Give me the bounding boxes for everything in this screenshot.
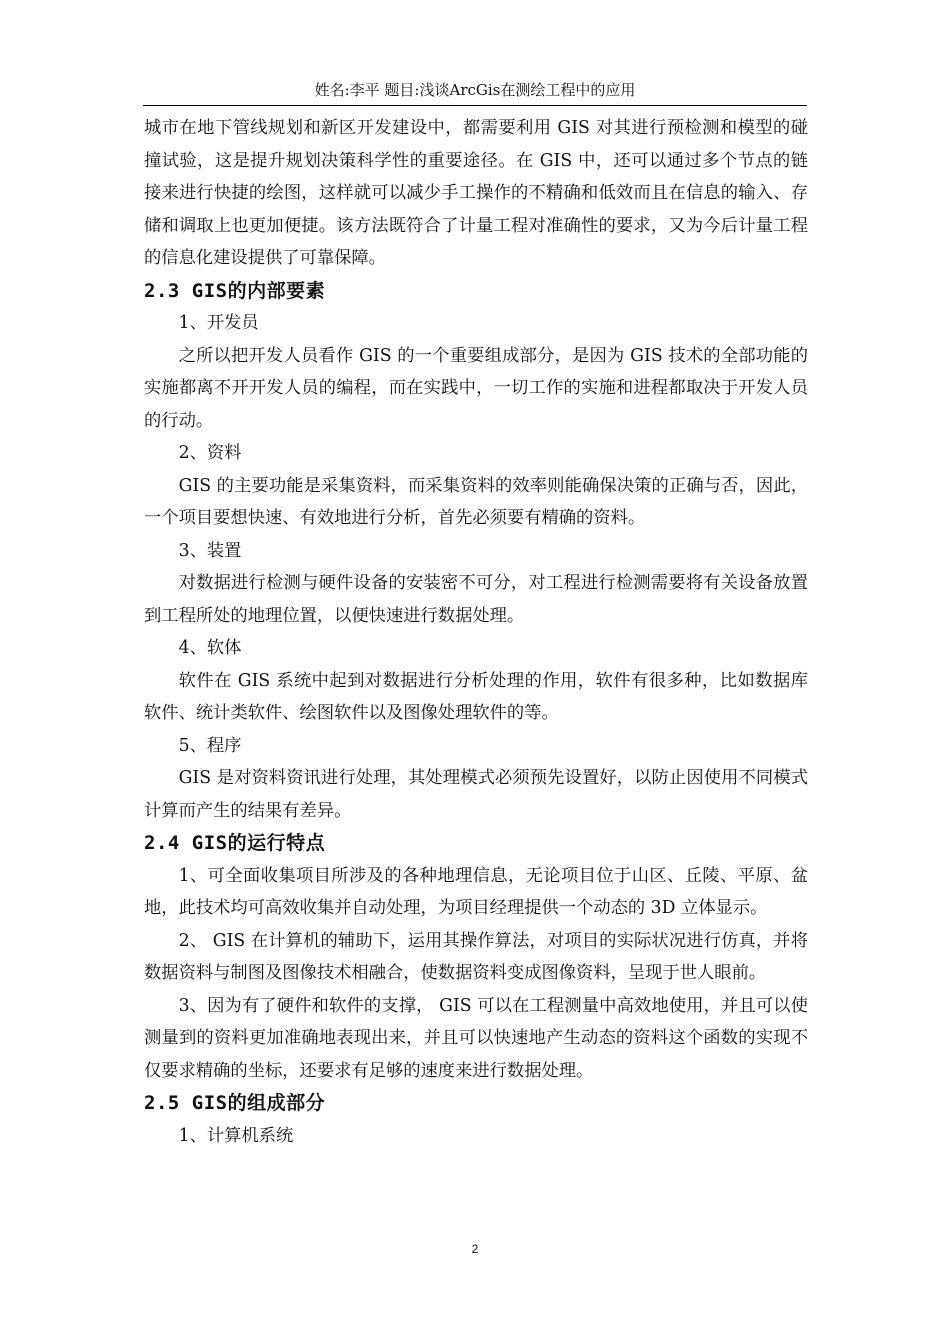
- item-label: 1、计算机系统: [178, 1125, 294, 1146]
- section-2-4-number: 2.4 GIS: [144, 832, 228, 854]
- section-2-5-title: 的组成部分: [227, 1092, 326, 1114]
- section-2-3-heading: [144, 275, 808, 308]
- item-paragraph: GIS 是对资料资讯进行处理，其处理模式必须预先设置好，以防止因使用不同模式计算而产生的结果有差异。: [144, 768, 808, 821]
- section-2-3-number: 2.3 GIS: [144, 279, 228, 302]
- section-2-4-heading: [144, 827, 808, 860]
- item-paragraph: 软件在 GIS 系统中起到对数据进行分析处理的作用，软件有很多种，比如数据库软件、统计类软件、绘图软件以及图像处理软件的等。: [144, 670, 808, 723]
- feature-paragraph: 3、因为有了硬件和软件的支撑， GIS 可以在工程测量中高效地使用，并且可以使测量到的资料更加准确地表现出来，并且可以快速地产生动态的资料这个函数的实现不仅要求精确的坐标，还要求有足够的速度来进行数据处理。: [144, 995, 808, 1081]
- running-header: 姓名:李平 题目:浅谈ArcGis在测绘工程中的应用: [314, 81, 636, 99]
- item-paragraph: 之所以把开发人员看作 GIS 的一个重要组成部分，是因为 GIS 技术的全部功能的实施都离不开开发人员的编程，而在实践中，一切工作的实施和进程都取决于开发人员的行动。: [144, 345, 808, 431]
- header-rule: [143, 105, 807, 106]
- intro-paragraph: 城市在地下管线规划和新区开发建设中，都需要利用 GIS 对其进行预检测和模型的碰撞试验，这是提升规划决策科学性的重要途径。在 GIS 中，还可以通过多个节点的链接来进行快捷的绘图，这样就可以减少手工操作的不精确和低效而且在信息的输入、存储和调取上也更加便捷。该方法既符合了计量工程对准确性的要求，又为今后计量工程的信息化建设提供了可靠保障。: [144, 118, 808, 268]
- page-number: 2: [471, 1242, 479, 1256]
- item-label: 5、程序: [178, 735, 242, 756]
- page-body: [144, 112, 808, 1152]
- feature-paragraph: 2、 GIS 在计算机的辅助下，运用其操作算法，对项目的实际状况进行仿真，并将数据资料与制图及图像技术相融合，使数据资料变成图像资料，呈现于世人眼前。: [144, 930, 808, 983]
- section-2-4-title: 的运行特点: [227, 832, 326, 854]
- item-label: 2、资料: [178, 443, 242, 463]
- feature-paragraph: 1、可全面收集项目所涉及的各种地理信息，无论项目位于山区、丘陵、平原、盆地，此技术均可高效收集并自动处理，为项目经理提供一个动态的 3D 立体显示。: [144, 865, 808, 918]
- item-label: 4、软体: [178, 638, 242, 658]
- section-2-5-heading: [144, 1087, 808, 1120]
- item-label: 3、装置: [178, 540, 242, 561]
- section-2-3-title: 的内部要素: [227, 279, 326, 302]
- section-2-5-number: 2.5 GIS: [144, 1092, 228, 1114]
- item-paragraph: 对数据进行检测与硬件设备的安装密不可分，对工程进行检测需要将有关设备放置到工程所处的地理位置，以便快速进行数据处理。: [144, 573, 808, 626]
- item-label: 1、开发员: [178, 313, 259, 333]
- item-paragraph: GIS 的主要功能是采集资料，而采集资料的效率则能确保决策的正确与否，因此，一个项目要想快速、有效地进行分析，首先必须要有精确的资料。: [144, 475, 808, 528]
